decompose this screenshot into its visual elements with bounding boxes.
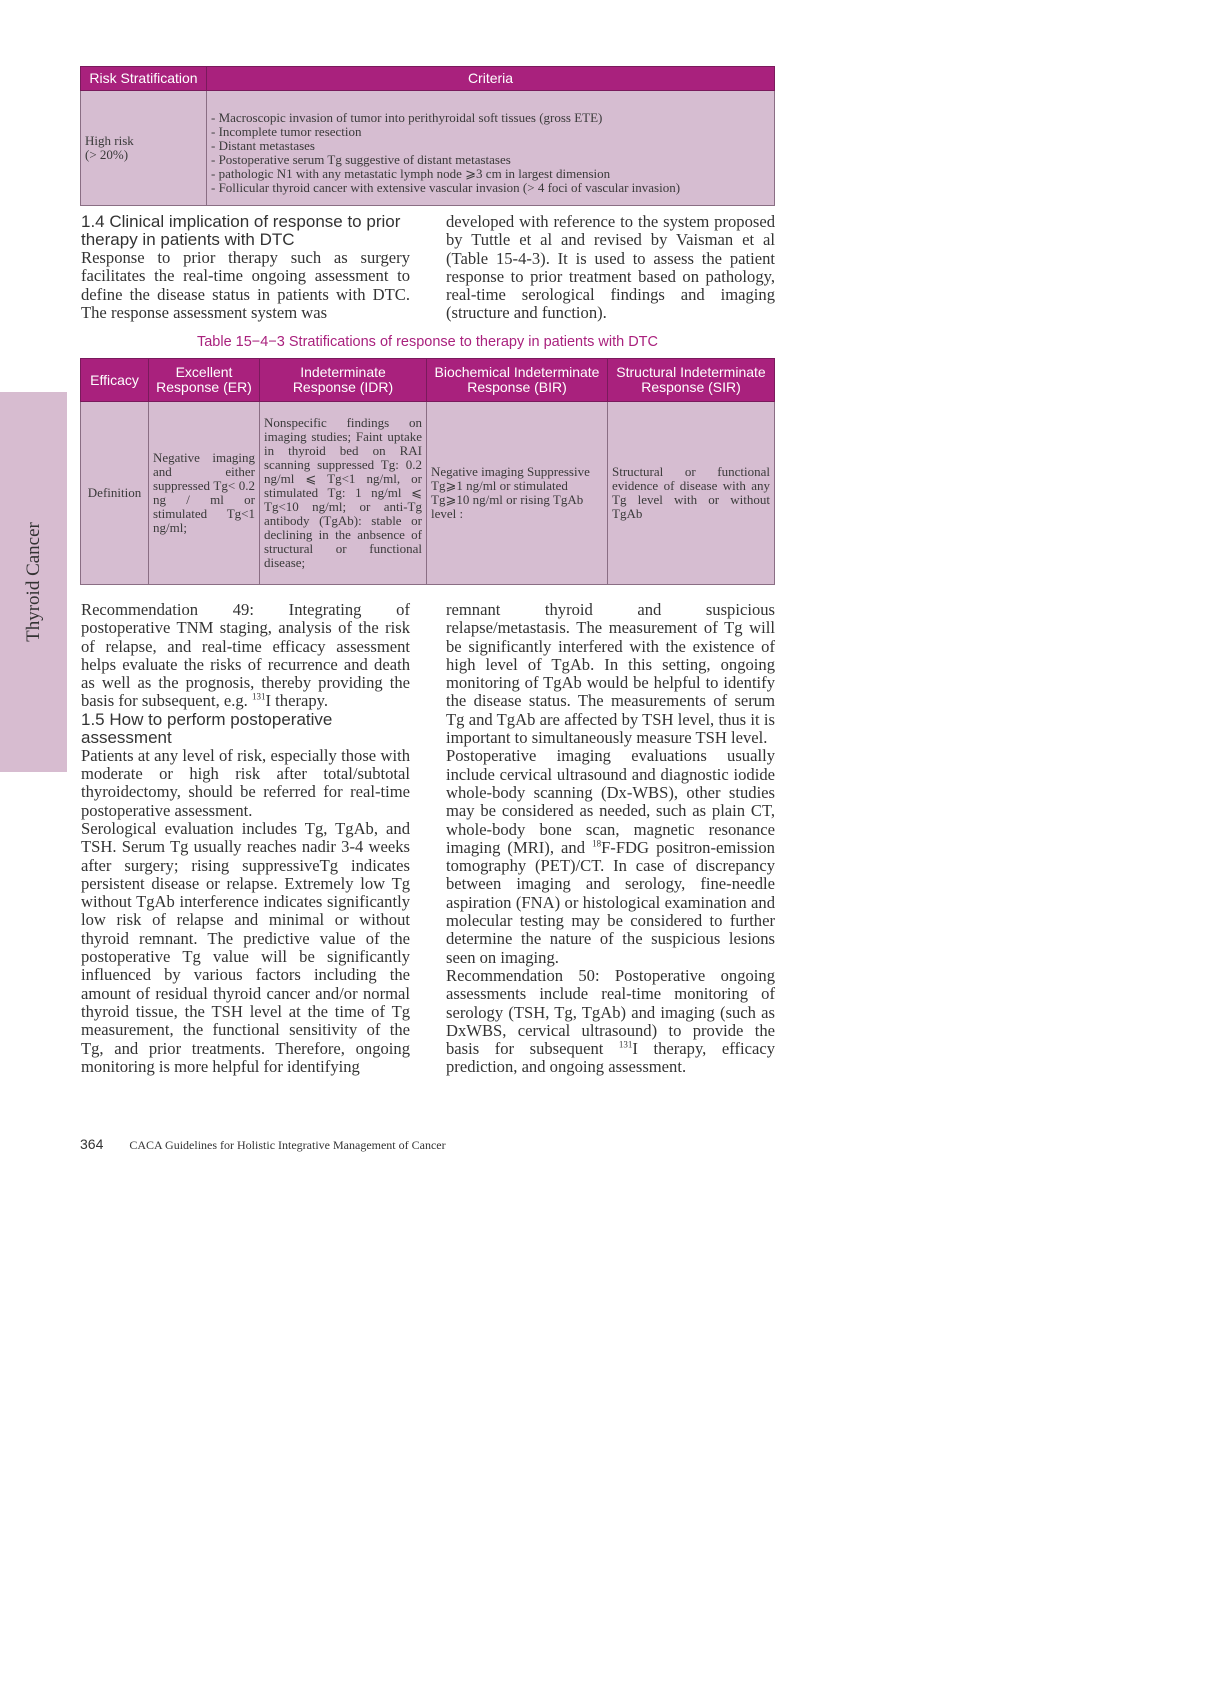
table-caption: Table 15−4−3 Stratifications of response to therapy in patients with DTC (196, 334, 659, 350)
header-line: Biochemical Indeterminate (434, 364, 600, 380)
header-excellent-response (149, 359, 260, 402)
criteria-item: - Macroscopic invasion of tumor into perithyroidal soft tissues (gross ETE) (211, 109, 603, 125)
header-biochemical-indeterminate-response (427, 359, 608, 402)
cell-indeterminate-response: Nonspecific findings on imaging studies; Faint uptake in thyroid bed on RAI scanning suppressed Tg: 0.2 ng/ml ⩽ Tg<1 ng/ml, or stimulated Tg: 1 ng/ml ⩽ Tg<10 ng/ml; or anti-Tg antibody (TgAb): stable or declining in the anbsence of structural or functional disease; (260, 402, 427, 585)
left-text-column (81, 601, 410, 1076)
header-line: Response (SIR) (641, 379, 741, 395)
header-criteria: Criteria (207, 67, 775, 91)
rec49-superscript: 131 (252, 691, 266, 702)
rec50-superscript: 131 (618, 1039, 633, 1050)
section-heading-1-5: 1.5 How to perform postoperative assessment (81, 709, 333, 747)
rec49-text: Recommendation 49: Integrating of postoperative TNM staging, analysis of the risk of relapse, and real-time efficacy assessment helps evaluate the risks of recurrence and death as well as the prognosis, thereby providing the basis for subsequent, e.g. (81, 600, 410, 711)
page-number: 364 (80, 1136, 104, 1152)
paragraph: Response to prior therapy such as surgery facilitates the real-time ongoing assessment to define the disease status in patients with DTC. The response assessment system was (81, 248, 410, 322)
row-label-high-risk-name: High risk (85, 133, 134, 148)
row-label-high-risk (81, 91, 207, 206)
imaging-text-end: F-FDG positron-emission tomography (PET)/CT. In case of discrepancy between imaging and serology, fine-needle aspiration (FNA) or histological examination and molecular testing may be considered to further determine the nature of the suspicious lesions seen on imaging. (446, 837, 775, 967)
row-label-high-risk-percent: (> 20%) (85, 147, 129, 162)
criteria-item: - Distant metastases (211, 137, 315, 153)
criteria-item: - Postoperative serum Tg suggestive of distant metastases (211, 151, 511, 167)
header-line: Response (IDR) (292, 379, 394, 395)
recommendation-50 (446, 967, 775, 1077)
paragraph: developed with reference to the system proposed by Tuttle et al and revised by Vaisman et al (Table 15-4-3). It is used to assess the patient response to prior treatment based on pathology, real-time serological findings and imaging (structure and function). (446, 212, 775, 323)
cell-excellent-response: Negative imaging and either suppressed Tg< 0.2 ng / ml or stimulated Tg<1 ng/ml; (149, 402, 260, 585)
side-section-tab (0, 392, 67, 772)
header-risk-stratification: Risk Stratification (81, 67, 207, 91)
imaging-superscript: 18 (592, 838, 602, 849)
header-line: Indeterminate (300, 364, 386, 380)
row-label-definition: Definition (81, 402, 149, 585)
header-indeterminate-response (260, 359, 427, 402)
risk-stratification-table (80, 66, 775, 206)
book-title: CACA Guidelines for Holistic Integrative Management of Cancer (129, 1138, 446, 1152)
paragraph: remnant thyroid and suspicious relapse/metastasis. The measurement of Tg will be significantly interfered with the existence of high level of TgAb. In this setting, ongoing monitoring of TgAb would be helpful to identify the disease status. The measurements of serum Tg and TgAb are affected by TSH level, thus it is important to simultaneously measure TSH level. (446, 600, 775, 748)
header-line: Response (BIR) (467, 379, 567, 395)
paragraph: Patients at any level of risk, especially those with moderate or high risk after total/subtotal thyroidectomy, should be referred for real-time postoperative assessment. (81, 745, 410, 820)
section-1-4-left-column (81, 213, 410, 322)
imaging-text: Postoperative imaging evaluations usually include cervical ultrasound and diagnostic iodide whole-body scanning (Dx-WBS), other studies may be considered as needed, such as plain CT, whole-body bone scan, magnetic resonance imaging (MRI), and (446, 746, 775, 857)
rec50-text: Recommendation 50: Postoperative ongoing assessments include real-time monitoring of serology (TSH, Tg, TgAb) and imaging (such as DxWBS, cervical ultrasound) to provide the basis for subsequent (446, 965, 775, 1059)
paragraph: Serological evaluation includes Tg, TgAb, and TSH. Serum Tg usually reaches nadir 3-4 weeks after surgery; rising suppressiveTg indicates persistent disease or relapse. Extremely low Tg without TgAb interference indicates significantly low risk of relapse and minimal or without thyroid remnant. The predictive value of the postoperative Tg value will be significantly influenced by various factors including the amount of residual thyroid cancer and/or normal thyroid tissue, the TSH level at the time of Tg measurement, the functional sensitivity of the Tg, and prior treatments. Therefore, ongoing monitoring is more helpful for identifying (81, 818, 410, 1076)
response-stratification-table (80, 358, 775, 585)
section-1-4-right-column (446, 213, 775, 323)
cell-structural-indeterminate-response: Structural or functional evidence of disease with any Tg level with or without TgAb (608, 402, 775, 585)
header-efficacy: Efficacy (81, 359, 149, 402)
page-footer (80, 1136, 446, 1153)
header-structural-indeterminate-response (608, 359, 775, 402)
side-tab-label: Thyroid Cancer (22, 522, 44, 642)
right-text-column (446, 601, 775, 1077)
paragraph-imaging (446, 747, 775, 967)
rec50-text-end: I therapy, efficacy prediction, and ongoing assessment. (446, 1039, 775, 1077)
section-heading-1-4: 1.4 Clinical implication of response to prior therapy in patients with DTC (81, 212, 401, 249)
criteria-item: - Follicular thyroid cancer with extensive vascular invasion (> 4 foci of vascular invasion) (211, 179, 681, 195)
criteria-item: - Incomplete tumor resection (211, 123, 362, 139)
header-line: Structural Indeterminate (616, 364, 766, 380)
recommendation-49 (81, 601, 410, 711)
header-line: Excellent (175, 364, 233, 380)
cell-biochemical-indeterminate-response: Negative imaging Suppressive Tg⩾1 ng/ml or stimulated Tg⩾10 ng/ml or rising TgAb level : (427, 402, 608, 585)
header-line: Response (ER) (156, 379, 252, 395)
rec49-text-end: I therapy. (265, 691, 329, 711)
criteria-item: - pathologic N1 with any metastatic lymph node ⩾3 cm in largest dimension (211, 165, 611, 181)
criteria-cell (207, 91, 775, 206)
